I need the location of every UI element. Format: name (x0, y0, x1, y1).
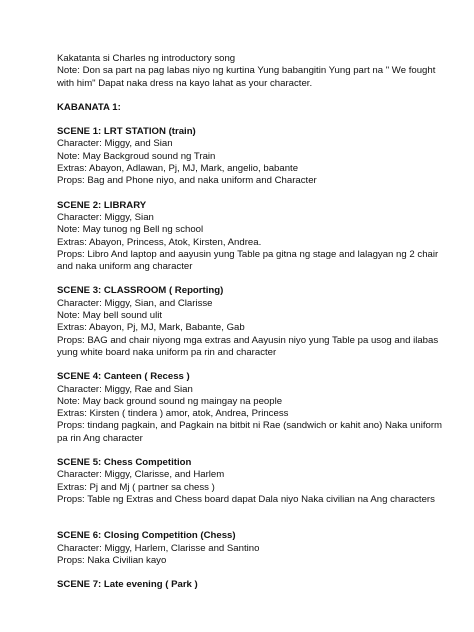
scene-note: Note: May bell sound ulit (57, 310, 163, 322)
scene-extras: Extras: Abayon, Princess, Atok, Kirsten, Andrea. (57, 236, 262, 248)
scene-character: Character: Miggy, and Sian (57, 138, 173, 150)
spacer (57, 445, 452, 457)
scene-props: Props: BAG and chair niyong mga extras and Aayusin niyo yung Table pa usog and ilabas yung white board naka uniform pa rin and character (57, 334, 439, 358)
scene-extras: Extras: Kirsten ( tindera ) amor, atok, Andrea, Princess (57, 408, 289, 420)
scene-7 (57, 579, 452, 591)
scene-3 (57, 285, 452, 359)
scene-props: Props: Naka Civilian kayo (57, 554, 167, 566)
spacer (57, 359, 452, 371)
spacer (57, 90, 452, 102)
scene-props: Props: Libro And laptop and aayusin yung Table pa gitna ng stage and lalagyan ng 2 chair and naka uniform ang character (57, 248, 439, 273)
scene-note: Note: May back ground sound ng maingay na people (57, 395, 283, 407)
scene-6 (57, 530, 452, 567)
scene-extras: Extras: Abayon, Adlawan, Pj, MJ, Mark, angelio, babante (57, 163, 299, 175)
scene-title: SCENE 1: LRT STATION (train) (57, 126, 196, 138)
spacer (57, 188, 452, 200)
scene-note: Note: May Backgroud sound ng Train (57, 150, 216, 162)
document-content (57, 53, 452, 591)
scene-title: SCENE 6: Closing Competition (Chess) (57, 530, 236, 542)
scene-title: SCENE 3: CLASSROOM ( Reporting) (57, 285, 224, 297)
spacer (57, 273, 452, 285)
scene-5 (57, 457, 452, 506)
spacer (57, 114, 452, 126)
intro-note: Note: Don sa part na pag labas niyo ng kurtina Yung babangitin Yung part na " We fought with him" Dapat naka dress na kayo lahat as your character. (57, 65, 436, 89)
scene-props: Props: tindang pagkain, and Pagkain na bitbit ni Rae (sandwich or kahit ano) Naka uniform pa rin Ang character (57, 420, 443, 444)
scene-character: Character: Miggy, Sian (57, 211, 154, 223)
spacer (57, 506, 452, 530)
scene-title: SCENE 4: Canteen ( Recess ) (57, 371, 190, 383)
scene-1 (57, 126, 452, 187)
spacer (57, 567, 452, 579)
scene-extras: Extras: Abayon, Pj, MJ, Mark, Babante, Gab (57, 322, 245, 334)
intro-line-1: Kakatanta si Charles ng introductory song (57, 53, 236, 64)
scene-character: Character: Miggy, Harlem, Clarisse and Santino (57, 542, 260, 554)
scene-props: Props: Table ng Extras and Chess board dapat Dala niyo Naka civilian na Ang characters (57, 493, 435, 505)
scene-title: SCENE 2: LIBRARY (57, 199, 147, 211)
scene-title: SCENE 5: Chess Competition (57, 457, 192, 469)
scene-extras: Extras: Pj and Mj ( partner sa chess ) (57, 481, 215, 493)
scene-note: Note: May tunog ng Bell ng school (57, 224, 204, 236)
scene-title: SCENE 7: Late evening ( Park ) (57, 579, 198, 591)
scene-character: Character: Miggy, Sian, and Clarisse (57, 297, 213, 309)
scene-character: Character: Miggy, Clarisse, and Harlem (57, 469, 225, 481)
chapter-title: KABANATA 1: (57, 101, 121, 113)
scene-props: Props: Bag and Phone niyo, and naka uniform and Character (57, 175, 317, 187)
scene-character: Character: Miggy, Rae and Sian (57, 383, 193, 395)
scene-2 (57, 200, 452, 274)
scene-4 (57, 371, 452, 445)
